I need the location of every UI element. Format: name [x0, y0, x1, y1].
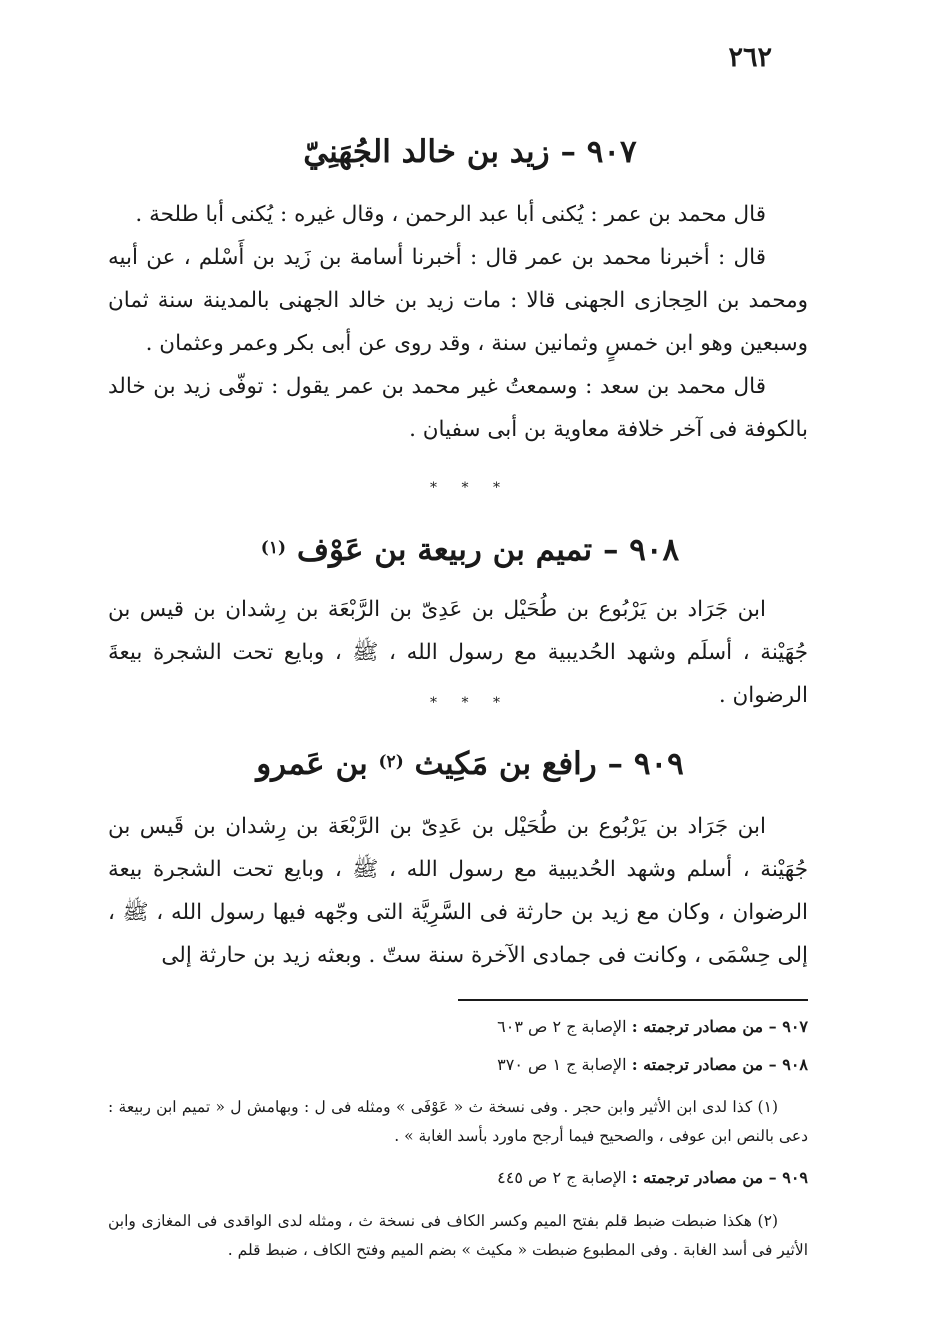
page-number: ٢٦٢	[728, 42, 772, 73]
footnote-source-909	[108, 1163, 808, 1192]
source-label: ٩٠٨ – من مصادر ترجمته :	[631, 1055, 808, 1074]
entry-908-title: ٩٠٨ – تميم بن ربيعة بن عَوْف	[296, 532, 680, 568]
source-label: ٩٠٩ – من مصادر ترجمته :	[631, 1168, 808, 1187]
source-label: ٩٠٧ – من مصادر ترجمته :	[631, 1017, 808, 1036]
source-text: الإصابة ج ٢ ص ٦٠٣	[497, 1017, 627, 1036]
section-separator: * * *	[430, 480, 510, 496]
footnote-source-907	[108, 1012, 808, 1041]
section-separator: * * *	[430, 695, 510, 711]
footnote-marker-2: (٢)	[378, 752, 404, 772]
footnote-2: (٢) هكذا ضبطت ضبط قلم بفتح الميم وكسر الكاف فى نسخة ث ، ومثله لدى الواقدى فى المغازى وابن الأثير فى أسد الغابة . وفى المطبوع ضبطت « مكيث » بضم الميم وفتح الكاف ، ضبط قلم .	[108, 1212, 808, 1259]
entry-909-title-end: بن عَمرو	[256, 746, 368, 782]
entry-908-heading	[110, 528, 830, 572]
footnote-rule	[458, 999, 808, 1001]
entry-909-title: ٩٠٩ – رافع بن مَكِيث	[414, 746, 684, 782]
entry-908-paragraph-1: ابن جَرَاد بن يَرْبُوع بن طُحَيْل بن عَدِىّ بن الرَّبْعَة بن رِشدان بن قيس بن جُهَيْنة ، أسلَم وشهد الحُديبية مع رسول الله ، ﷺ ، وبايع تحت الشجرة بيعةَ الرضوان .	[108, 597, 808, 708]
footnote-marker-1: (١)	[260, 538, 287, 558]
entry-909-paragraph-1: ابن جَرَاد بن يَرْبُوع بن طُحَيْل بن عَدِىّ بن الرَّبْعَة بن رِشدان بن قَيس بن جُهَيْنة ، أسلم وشهد الحُديبية مع رسول الله ، ﷺ ، وبايع تحت الشجرة بيعة الرضوان ، وكان مع زيد بن حارثة فى السَّرِيَّة التى وجّهه فيها رسول الله ، ﷺ ، إلى حِسْمَى ، وكانت فى جمادى الآخرة سنة ستّ . وبعثه زيد بن حارثة إلى	[108, 814, 808, 968]
entry-907-paragraph-1: قال محمد بن عمر : يُكنى أبا عبد الرحمن ، وقال غيره : يُكنى أبا طلحة .	[135, 202, 766, 227]
entry-907-paragraph-3: قال محمد بن سعد : وسمعتُ غير محمد بن عمر يقول : توفّى زيد بن خالد بالكوفة فى آخر خلافة معاوية بن أبى سفيان .	[108, 374, 808, 442]
footnote-1: (١) كذا لدى ابن الأثير وابن حجر . وفى نسخة ث « عَوْفَى » ومثله فى ل : وبهامش ل « تميم ابن ربيعة : دعى بالنص ابن عوفى ، والصحيح فيما أرجح ماورد بأسد الغابة » .	[108, 1098, 808, 1145]
source-text: الإصابة ج ١ ص ٣٧٠	[497, 1055, 627, 1074]
entry-907-paragraph-2: قال : أخبرنا محمد بن عمر قال : أخبرنا أسامة بن زَيد بن أَسْلم ، عن أبيه ومحمد بن الحِجازى الجهنى قالا : مات زيد بن خالد الجهنى بالمدينة سنة ثمان وسبعين وهو ابن خمسٍ وثمانين سنة ، وقد روى عن أبى بكر وعمر وعثمان .	[108, 245, 808, 356]
footnote-source-908	[108, 1050, 808, 1079]
source-text: الإصابة ج ٢ ص ٤٤٥	[497, 1168, 627, 1187]
entry-909-heading	[110, 742, 830, 786]
entry-907-heading: ٩٠٧ – زيد بن خالد الجُهَنِيّ	[303, 134, 637, 170]
